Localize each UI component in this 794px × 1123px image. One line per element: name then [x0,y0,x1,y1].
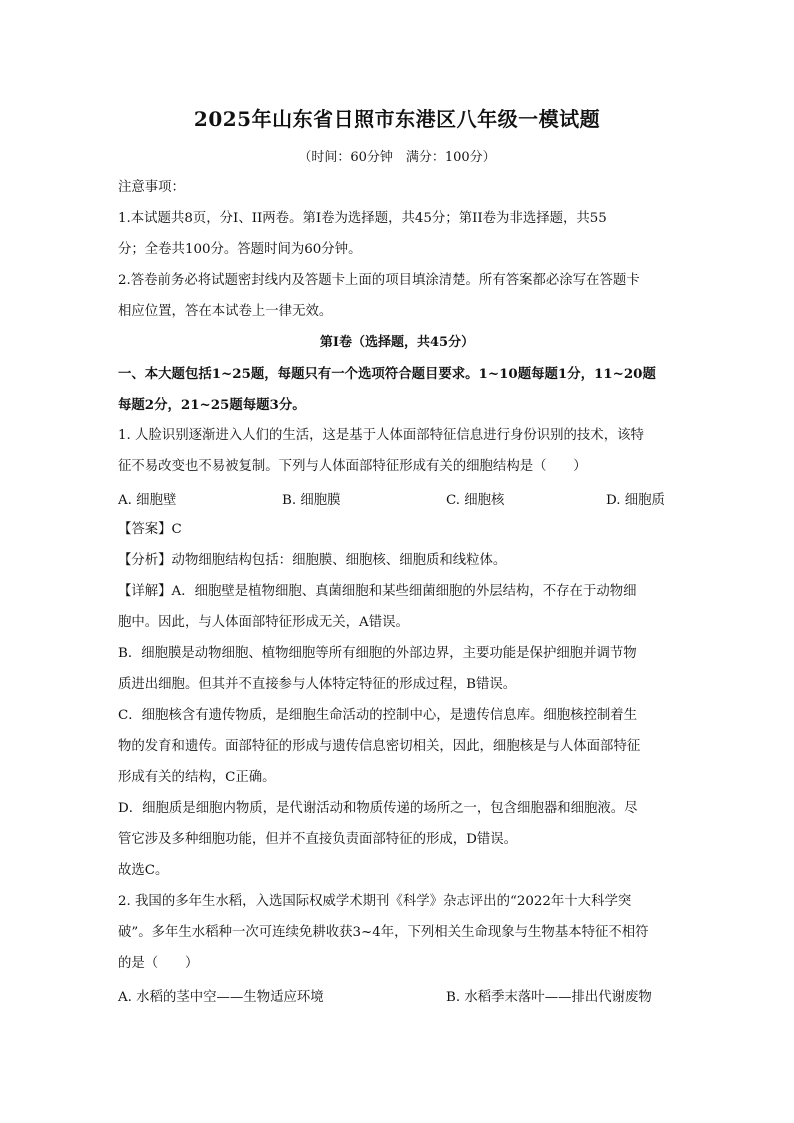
q1-stem-line-2: 征不易改变也不易被复制。下列与人体面部特征形成有关的细胞结构是（ ） [118,459,587,474]
page-title: 2025年山东省日照市东港区八年级一模试题 [193,107,601,131]
notice-line-2: 分；全卷共100分。答题时间为60分钟。 [118,242,362,257]
q2-stem-line-2: 破”。多年生水稻种一次可连续免耕收获3~4年，下列相关生命现象与生物基本特征不相符 [118,925,649,940]
q2-stem-line-1: 2. 我国的多年生水稻，入选国际权威学术期刊《科学》杂志评出的“2022年十大科学突 [118,894,632,909]
q1-option-d: D. 细胞质 [606,493,665,508]
notice-heading: 注意事项： [118,180,185,195]
exam-time-score: （时间：60分钟 满分：100分） [298,150,496,165]
q1-detail-line-9: 管它涉及多种细胞功能，但并不直接负责面部特征的形成，D错误。 [118,832,518,847]
q1-conclusion: 故选C。 [118,863,169,878]
q1-detail-line-7: 形成有关的结构，C正确。 [118,770,276,785]
q2-option-a: A. 水稻的茎中空——生物适应环境 [118,990,324,1005]
section-instruction-1: 一、本大题包括1~25题，每题只有一个选项符合题目要求。1~10题每题1分，11~20题 [118,366,656,382]
q1-option-c: C. 细胞核 [446,493,505,508]
q1-analysis: 【分析】动物细胞结构包括：细胞膜、细胞核、细胞质和线粒体。 [118,553,507,568]
notice-line-1: 1.本试题共8页，分I、II两卷。第I卷为选择题，共45分；第II卷为非选择题，共55 [118,211,607,226]
q1-detail-line-2: 胞中。因此，与人体面部特征形成无关，A错误。 [118,615,409,630]
section-heading: 第I卷（选择题，共45分） [319,335,475,350]
q1-detail-line-5: C．细胞核含有遗传物质，是细胞生命活动的控制中心，是遗传信息库。细胞核控制着生 [118,708,638,723]
q1-answer: 【答案】C [118,522,182,537]
q1-option-b: B. 细胞膜 [282,493,341,508]
q1-detail-line-3: B．细胞膜是动物细胞、植物细胞等所有细胞的外部边界，主要功能是保护细胞并调节物 [118,646,637,661]
notice-line-4: 相应位置，答在本试卷上一律无效。 [118,304,333,319]
notice-line-3: 2.答卷前务必将试题密封线内及答题卡上面的项目填涂清楚。所有答案都必涂写在答题卡 [118,273,640,288]
q1-detail-line-6: 物的发育和遗传。面部特征的形成与遗传信息密切相关，因此，细胞核是与人体面部特征 [118,739,641,754]
q1-detail-line-4: 质进出细胞。但其并不直接参与人体特定特征的形成过程，B错误。 [118,677,517,692]
q1-detail-line-1: 【详解】A．细胞壁是植物细胞、真菌细胞和某些细菌细胞的外层结构，不存在于动物细 [118,584,637,599]
q1-option-a: A. 细胞壁 [118,493,177,508]
section-instruction-2: 每题2分，21~25题每题3分。 [118,397,306,413]
q2-option-b: B. 水稻季末落叶——排出代谢废物 [446,990,652,1005]
q1-detail-line-8: D．细胞质是细胞内物质，是代谢活动和物质传递的场所之一，包含细胞器和细胞液。尽 [118,801,638,816]
q1-stem-line-1: 1. 人脸识别逐渐进入人们的生活，这是基于人体面部特征信息进行身份识别的技术，该特 [118,428,644,443]
q2-stem-line-3: 的是（ ） [118,956,199,971]
